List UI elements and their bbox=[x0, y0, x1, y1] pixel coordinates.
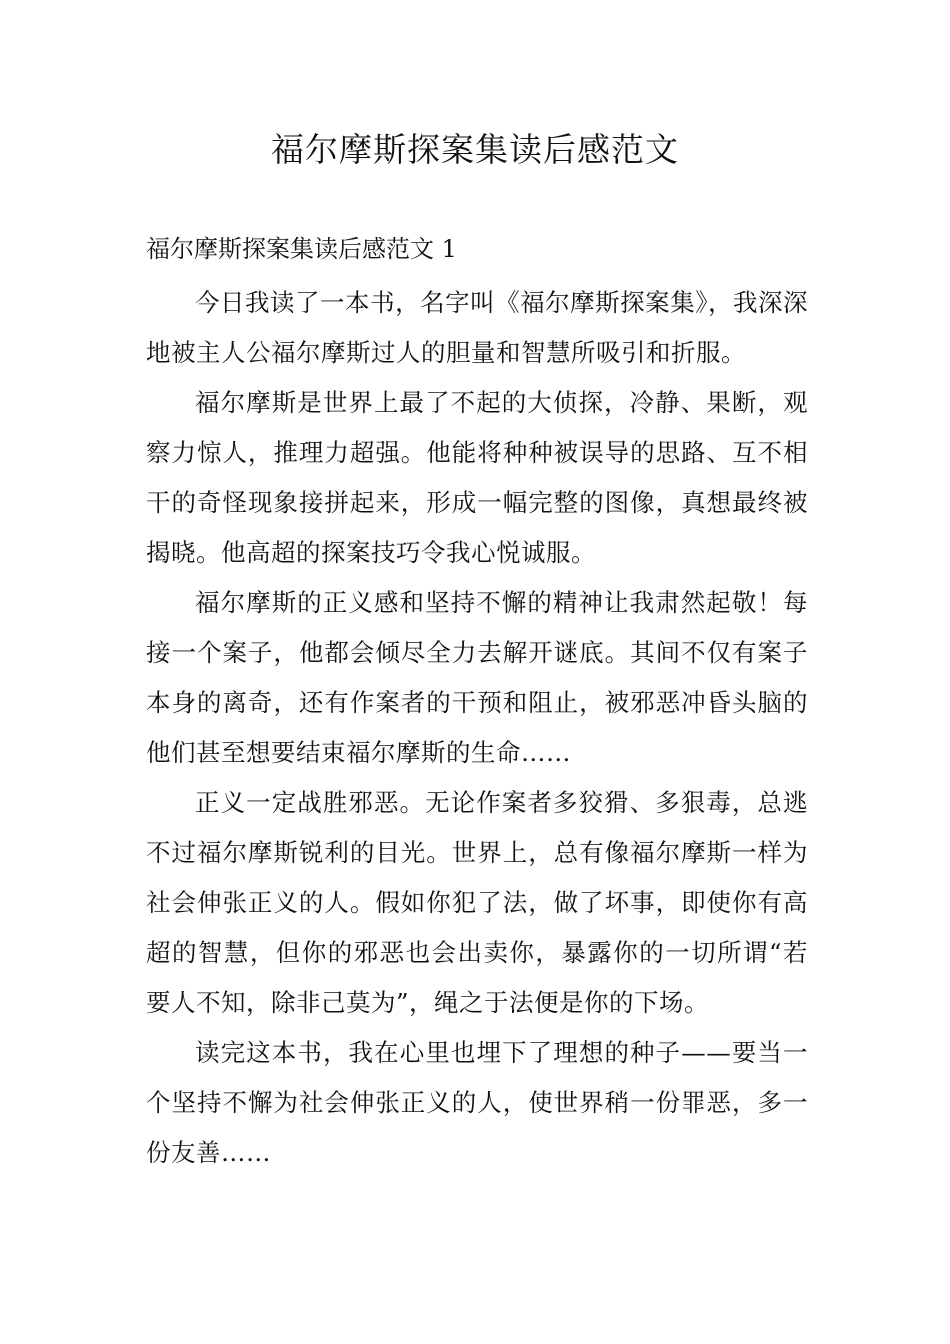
document-title: 福尔摩斯探案集读后感范文 bbox=[271, 130, 679, 169]
paragraph-1: 今日我读了一本书，名字叫《福尔摩斯探案集》，我深深地被主人公福尔摩斯过人的胆量和智慧所吸引和折服。 bbox=[146, 288, 808, 367]
document-body bbox=[146, 278, 808, 1178]
paragraph-5: 读完这本书，我在心里也埋下了理想的种子——要当一个坚持不懈为社会伸张正义的人，使世界稍一份罪恶，多一份友善…… bbox=[146, 1038, 808, 1167]
paragraph-2: 福尔摩斯是世界上最了不起的大侦探，冷静、果断，观察力惊人，推理力超强。他能将种种被误导的思路、互不相干的奇怪现象接拼起来，形成一幅完整的图像，真想最终被揭晓。他高超的探案技巧令我心悦诚服。 bbox=[146, 388, 808, 567]
paragraph-4: 正义一定战胜邪恶。无论作案者多狡猾、多狠毒，总逃不过福尔摩斯锐利的目光。世界上，总有像福尔摩斯一样为社会伸张正义的人。假如你犯了法，做了坏事，即使你有高超的智慧，但你的邪恶也会出卖你，暴露你的一切所谓“若要人不知，除非己莫为”，绳之于法便是你的下场。 bbox=[146, 788, 808, 1017]
paragraph-3: 福尔摩斯的正义感和坚持不懈的精神让我肃然起敬！每接一个案子，他都会倾尽全力去解开谜底。其间不仅有案子本身的离奇，还有作案者的干预和阻止，被邪恶冲昏头脑的他们甚至想要结束福尔摩斯的生命…… bbox=[146, 588, 808, 767]
section-heading: 福尔摩斯探案集读后感范文 1 bbox=[146, 235, 457, 263]
